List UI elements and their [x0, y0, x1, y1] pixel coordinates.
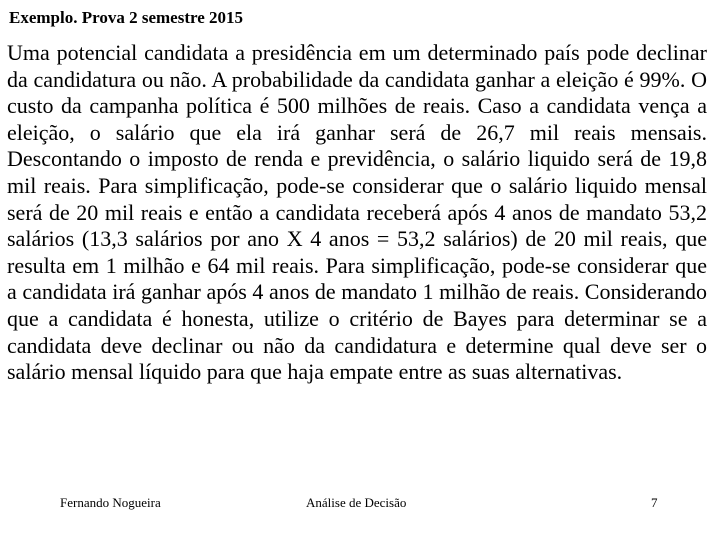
footer-subject: Análise de Decisão [306, 495, 407, 510]
footer-page-number: 7 [651, 495, 658, 510]
footer-author: Fernando Nogueira [60, 495, 161, 510]
slide-title: Exemplo. Prova 2 semestre 2015 [9, 8, 244, 27]
body-paragraph: Uma potencial candidata a presidência em um determinado país pode declinar da candidatura ou não. A probabilidade da candidata ganhar a eleição é 99%. O custo da campanha política é 500 milhões de reais. Caso a candidata vença a eleição, o salário que ela irá ganhar será de 26,7 mil reais mensais. Descontando o imposto de renda e previdência, o salário liquido será de 19,8 mil reais. Para simplificação, pode-se considerar que o salário liquido mensal será de 20 mil reais e então a candidata receberá após 4 anos de mandato 53,2 salários (13,3 salários por ano X 4 anos = 53,2 salários) de 20 mil reais, que resulta em 1 milhão e 64 mil reais. Para simplificação, pode-se considerar que a candidata irá ganhar após 4 anos de mandato 1 milhão de reais. Considerando que a candidata é honesta, utilize o critério de Bayes para determinar se a candidata deve declinar ou não da candidatura e determine qual deve ser o salário mensal líquido para que haja empate entre as suas alternativas. [7, 40, 707, 385]
